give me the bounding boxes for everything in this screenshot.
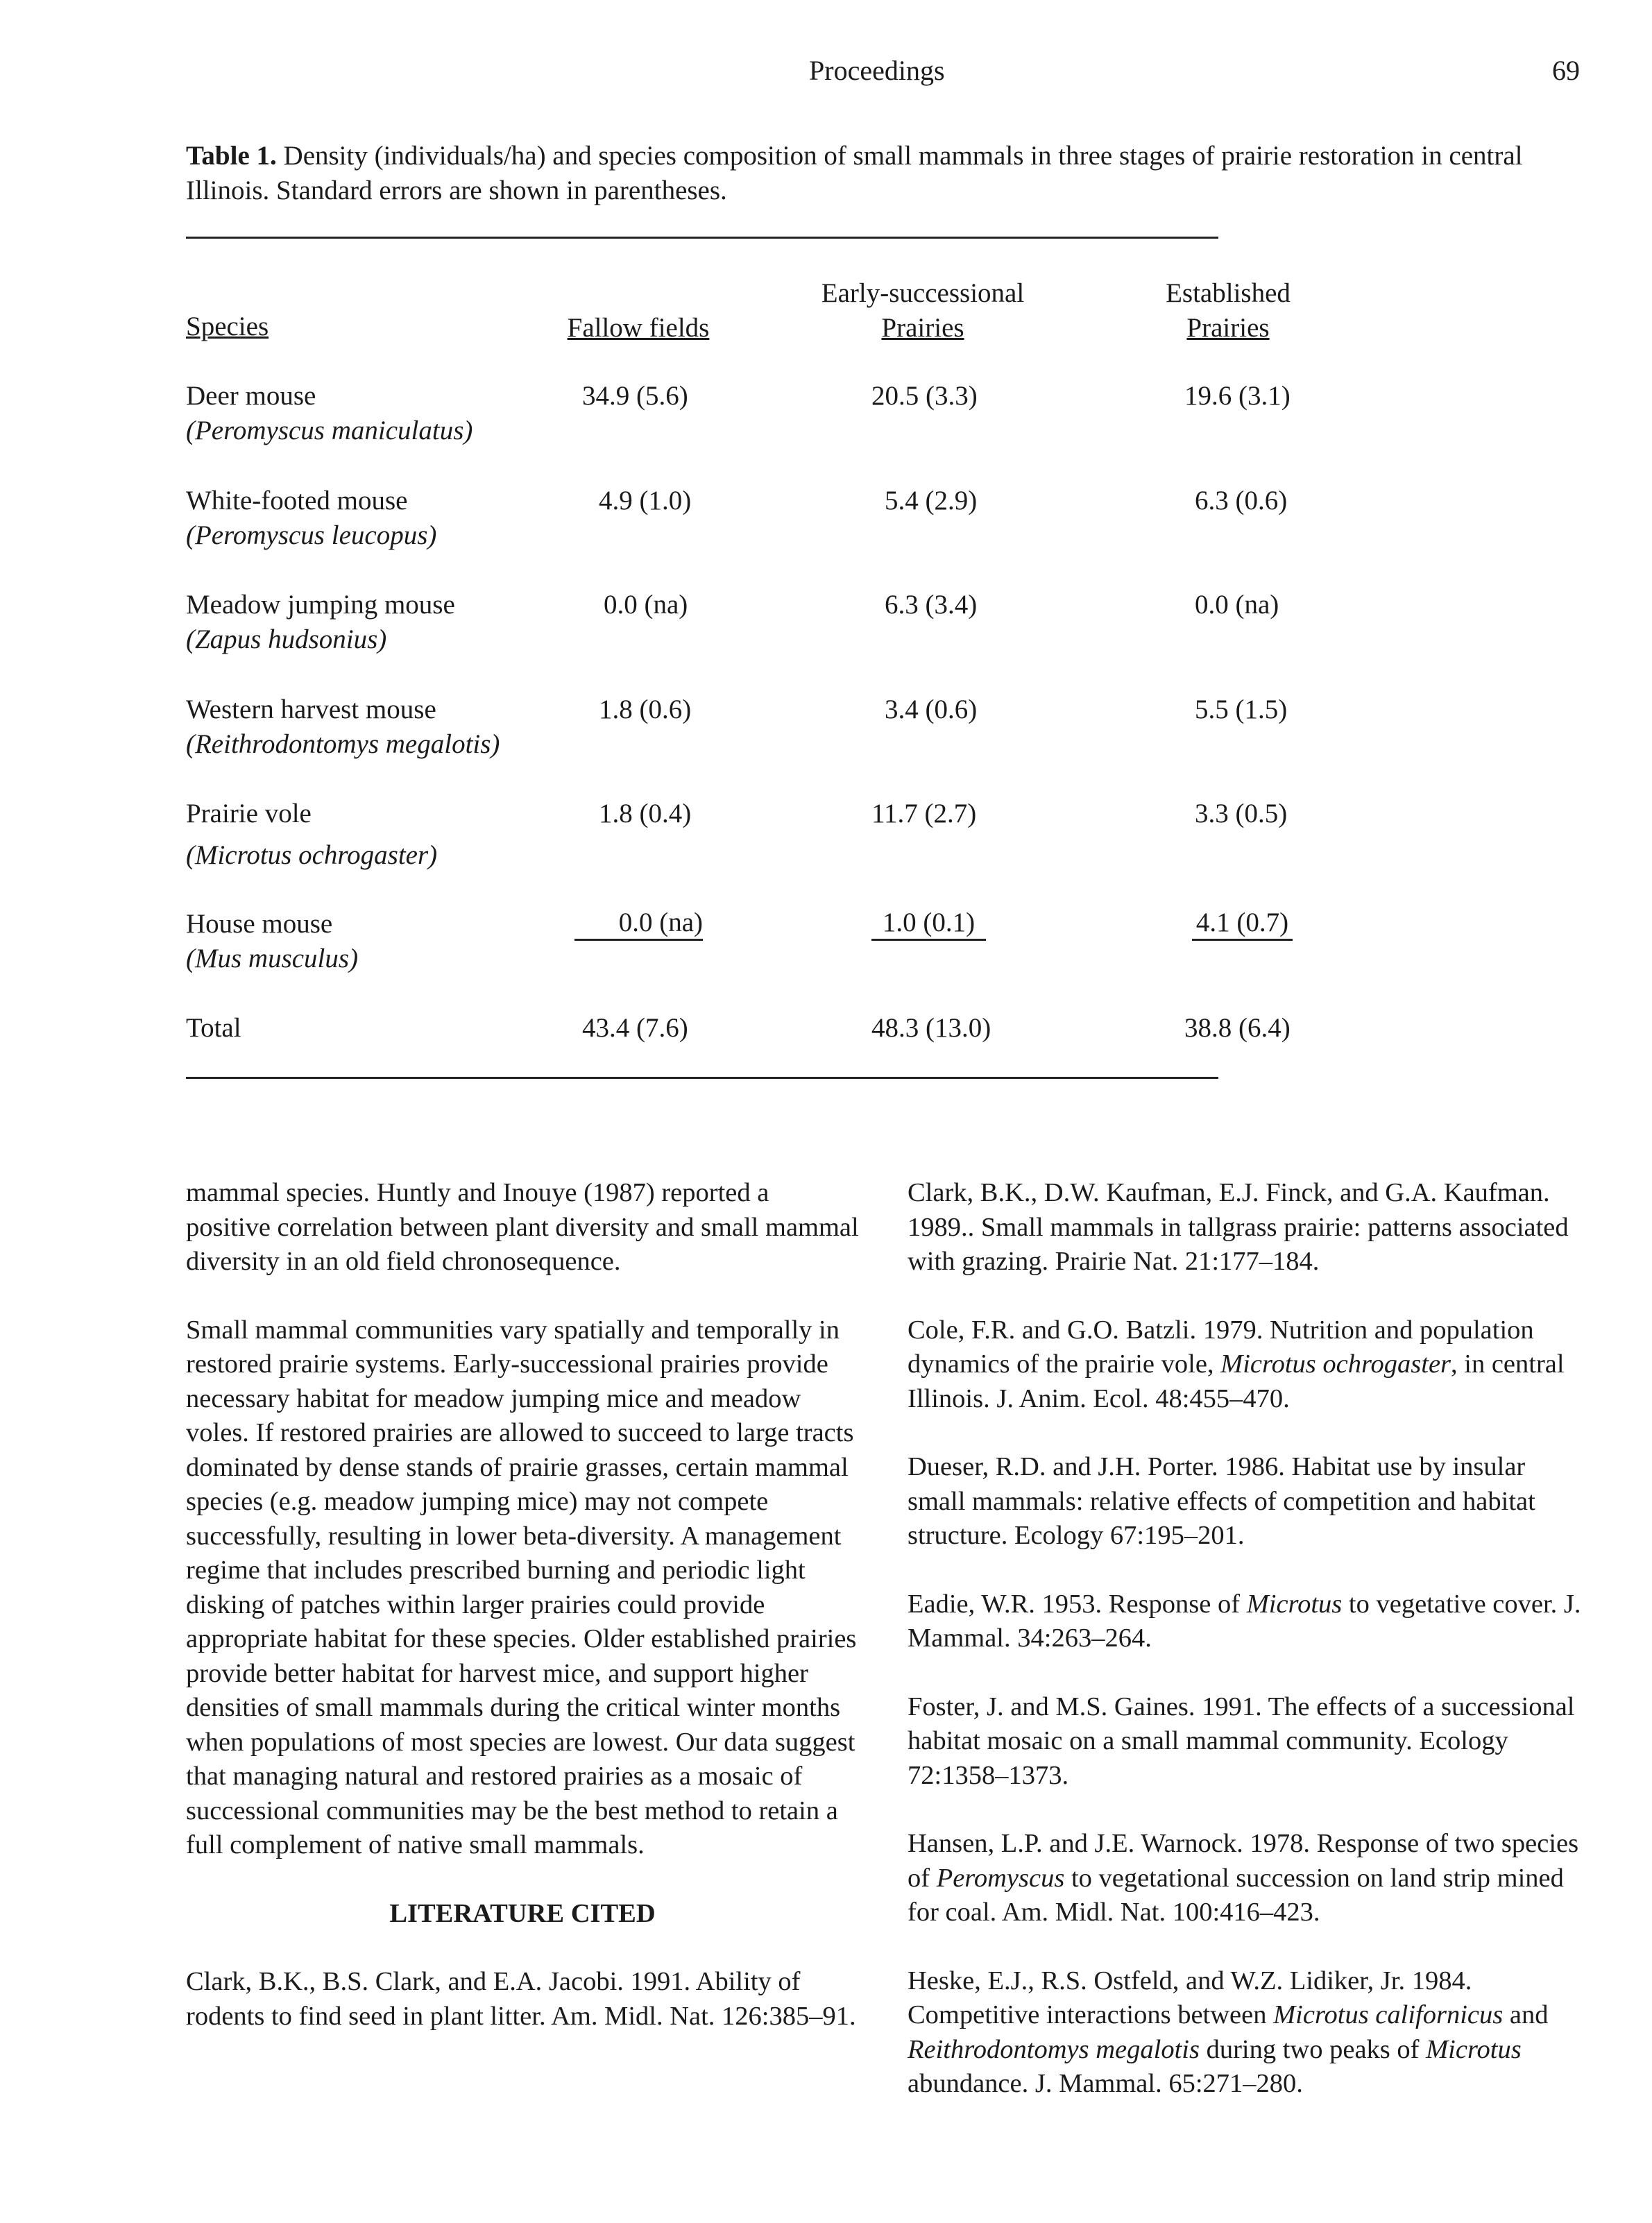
cell-fallow: 34.9 (5.6)	[582, 381, 688, 411]
table-bottom-rule	[186, 1077, 1218, 1079]
col-header-fallow: Fallow fields	[567, 313, 710, 343]
table-row-sci: (Peromyscus maniculatus)	[186, 416, 473, 445]
reference-item: Eadie, W.R. 1953. Response of Microtus to vegetative cover. J. Mammal. 34:263–264.	[908, 1589, 1581, 1653]
table-row-species: Prairie vole	[186, 799, 312, 828]
right-column	[908, 1176, 1587, 2136]
table-row-species: Deer mouse	[186, 381, 316, 411]
reference-item: Hansen, L.P. and J.E. Warnock. 1978. Response of two species of Peromyscus to vegetational succession on land strip mined for coal. Am. Midl. Nat. 100:416–423.	[908, 1829, 1579, 1927]
cell-fallow: 0.0 (na)	[574, 907, 703, 941]
table-top-rule	[186, 237, 1218, 239]
cell-total-fallow: 43.4 (7.6)	[582, 1013, 688, 1043]
cell-established: 0.0 (na)	[1195, 590, 1279, 620]
caption-text: Density (individuals/ha) and species composition of small mammals in three stages of prairie restoration in central Illinois. Standard errors are shown in parentheses.	[186, 141, 1523, 205]
table-row-species: Meadow jumping mouse	[186, 590, 455, 620]
table-row-sci: (Mus musculus)	[186, 944, 359, 973]
col-header-early: Early-successional Prairies	[821, 278, 1025, 343]
body-paragraph: Small mammal communities vary spatially and temporally in restored prairie systems. Early-successional prairies provide necessary habitat for meadow jumping mice and meadow voles. If restored prairies are allowed to succeed to large tracts dominated by dense stands of prairie grasses, certain mammal species (e.g. meadow jumping mice) may not compete successfully, resulting in lower beta-diversity. A management regime that includes prescribed burning and periodic light disking of patches within larger prairies could provide appropriate habitat for these species. Older established prairies provide better habitat for harvest mice, and support higher densities of small mammals during the critical winter months when populations of most species are lowest. Our data suggest that managing natural and restored prairies as a mosaic of successional communities may be the best method to retain a full complement of native small mammals.	[186, 1315, 857, 1859]
cell-established: 5.5 (1.5)	[1195, 695, 1288, 724]
cell-early: 6.3 (3.4)	[885, 590, 978, 620]
table-total-label: Total	[186, 1013, 241, 1043]
cell-established: 3.3 (0.5)	[1195, 799, 1288, 828]
table-caption	[186, 139, 1546, 208]
cell-early: 3.4 (0.6)	[885, 695, 978, 724]
cell-fallow: 1.8 (0.6)	[599, 695, 692, 724]
section-heading: LITERATURE CITED	[389, 1898, 656, 1928]
body-paragraph: mammal species. Huntly and Inouye (1987) reported a positive correlation between plant diversity and small mammal diversity in an old field chronosequence.	[186, 1178, 859, 1276]
table-row-species: White-footed mouse	[186, 486, 408, 516]
left-column	[186, 1176, 859, 2068]
reference-item: Heske, E.J., R.S. Ostfeld, and W.Z. Lidiker, Jr. 1984. Competitive interactions between Microtus californicus and Reithrodontomys megalotis during two peaks of Microtus abundance. J. Mammal. 65:271–280.	[908, 1966, 1549, 2098]
table-row-species: Western harvest mouse	[186, 695, 436, 724]
cell-early: 5.4 (2.9)	[885, 486, 978, 516]
table-row-sci: (Peromyscus leucopus)	[186, 520, 437, 550]
cell-fallow: 0.0 (na)	[604, 590, 688, 620]
cell-established: 4.1 (0.7)	[1192, 907, 1293, 941]
reference-item: Clark, B.K., D.W. Kaufman, E.J. Finck, and G.A. Kaufman. 1989.. Small mammals in tallgrass prairie: patterns associated with grazing. Prairie Nat. 21:177–184.	[908, 1178, 1569, 1276]
cell-fallow: 1.8 (0.4)	[599, 799, 692, 828]
cell-total-established: 38.8 (6.4)	[1184, 1013, 1291, 1043]
table-row-species: House mouse	[186, 909, 333, 939]
table-row-sci: (Zapus hudsonius)	[186, 624, 387, 654]
page-number: 69	[1552, 55, 1580, 86]
cell-early: 20.5 (3.3)	[871, 381, 978, 411]
cell-total-early: 48.3 (13.0)	[871, 1013, 991, 1043]
cell-fallow: 4.9 (1.0)	[599, 486, 692, 516]
reference-item: Foster, J. and M.S. Gaines. 1991. The effects of a successional habitat mosaic on a small mammal community. Ecology 72:1358–1373.	[908, 1692, 1575, 1790]
col-header-established: Established Prairies	[1166, 278, 1291, 343]
cell-established: 6.3 (0.6)	[1195, 486, 1288, 516]
reference-item: Dueser, R.D. and J.H. Porter. 1986. Habitat use by insular small mammals: relative effects of competition and habitat structure. Ecology 67:195–201.	[908, 1452, 1535, 1550]
table-label: Table 1.	[186, 141, 277, 171]
running-header: Proceedings	[809, 55, 945, 86]
table-row-sci: (Microtus ochrogaster)	[186, 840, 438, 870]
table-row-sci: (Reithrodontomys megalotis)	[186, 729, 500, 759]
reference-item: Clark, B.K., B.S. Clark, and E.A. Jacobi. 1991. Ability of rodents to find seed in plant litter. Am. Midl. Nat. 126:385–91.	[186, 1967, 856, 2031]
cell-established: 19.6 (3.1)	[1184, 381, 1291, 411]
reference-item: Cole, F.R. and G.O. Batzli. 1979. Nutrition and population dynamics of the prairie vole, Microtus ochrogaster, in central Illinois. J. Anim. Ecol. 48:455–470.	[908, 1315, 1565, 1413]
cell-early: 1.0 (0.1)	[871, 907, 986, 941]
cell-early: 11.7 (2.7)	[871, 799, 977, 828]
col-header-species: Species	[186, 312, 269, 341]
